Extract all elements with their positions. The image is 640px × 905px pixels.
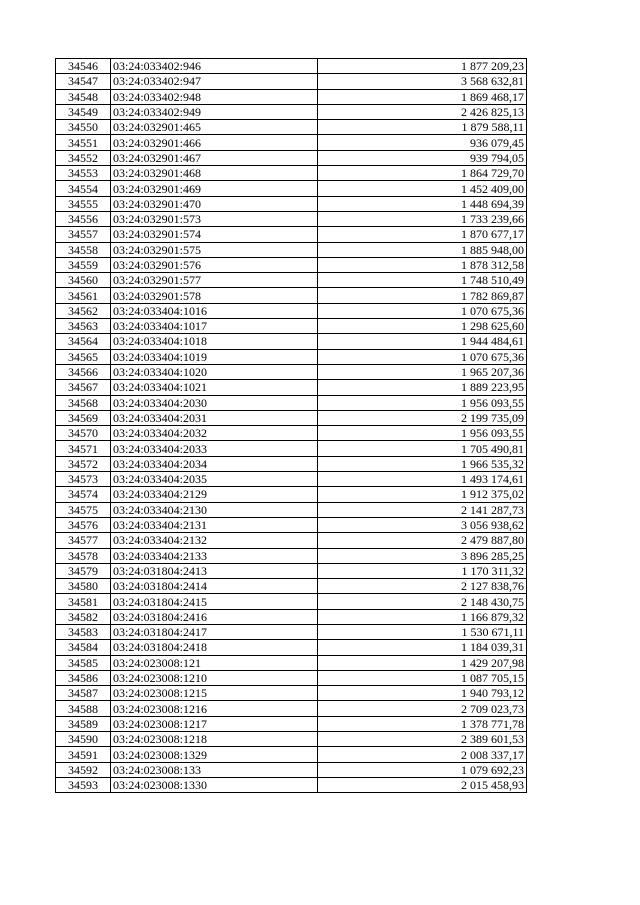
table-row [56, 181, 527, 196]
cadastral-number-cell: 03:24:033404:1019 [111, 349, 318, 364]
row-number-cell: 34583 [56, 624, 111, 639]
cadastral-value-cell: 2 015 458,93 [318, 777, 527, 792]
cadastral-number-cell: 03:24:032901:573 [111, 211, 318, 226]
cadastral-value-cell: 1 452 409,00 [318, 181, 527, 196]
cadastral-value-cell: 2 199 735,09 [318, 410, 527, 425]
cadastral-number-cell: 03:24:033404:2032 [111, 426, 318, 441]
cadastral-value-cell: 1 912 375,02 [318, 487, 527, 502]
cadastral-number-cell: 03:24:033404:2130 [111, 502, 318, 517]
cadastral-value-cell: 1 429 207,98 [318, 655, 527, 670]
table-row [56, 120, 527, 135]
cadastral-value-cell: 1 879 588,11 [318, 120, 527, 135]
table-row [56, 670, 527, 685]
row-number-cell: 34548 [56, 89, 111, 104]
table-row [56, 716, 527, 731]
table-row [56, 502, 527, 517]
cadastral-number-cell: 03:24:031804:2416 [111, 609, 318, 624]
table-row [56, 686, 527, 701]
cadastral-number-cell: 03:24:033404:1017 [111, 319, 318, 334]
cadastral-number-cell: 03:24:032901:576 [111, 257, 318, 272]
cadastral-number-cell: 03:24:033404:2030 [111, 395, 318, 410]
cadastral-value-cell: 1 378 771,78 [318, 716, 527, 731]
cadastral-number-cell: 03:24:033402:949 [111, 104, 318, 119]
row-number-cell: 34569 [56, 410, 111, 425]
cadastral-value-cell: 1 869 468,17 [318, 89, 527, 104]
cadastral-number-cell: 03:24:033404:1021 [111, 380, 318, 395]
cadastral-number-cell: 03:24:031804:2413 [111, 563, 318, 578]
cadastral-number-cell: 03:24:033402:948 [111, 89, 318, 104]
table-row [56, 89, 527, 104]
cadastral-value-cell: 1 966 535,32 [318, 456, 527, 471]
table-row [56, 74, 527, 89]
table-row [56, 472, 527, 487]
row-number-cell: 34553 [56, 166, 111, 181]
cadastral-value-cell: 1 870 677,17 [318, 227, 527, 242]
cadastral-value-cell: 1 944 484,61 [318, 334, 527, 349]
cadastral-value-cell: 1 885 948,00 [318, 242, 527, 257]
cadastral-number-cell: 03:24:031804:2417 [111, 624, 318, 639]
table-row [56, 196, 527, 211]
table-row [56, 273, 527, 288]
cadastral-number-cell: 03:24:033404:2131 [111, 517, 318, 532]
cadastral-number-cell: 03:24:032901:469 [111, 181, 318, 196]
cadastral-value-cell: 1 493 174,61 [318, 472, 527, 487]
cadastral-number-cell: 03:24:023008:121 [111, 655, 318, 670]
cadastral-value-cell: 2 389 601,53 [318, 732, 527, 747]
cadastral-number-cell: 03:24:033402:947 [111, 74, 318, 89]
cadastral-value-cell: 1 878 312,58 [318, 257, 527, 272]
row-number-cell: 34572 [56, 456, 111, 471]
cadastral-number-cell: 03:24:023008:1215 [111, 686, 318, 701]
cadastral-value-cell: 2 426 825,13 [318, 104, 527, 119]
cadastral-value-cell: 1 070 675,36 [318, 303, 527, 318]
cadastral-value-cell: 1 166 879,32 [318, 609, 527, 624]
cadastral-number-cell: 03:24:023008:1216 [111, 701, 318, 716]
cadastral-number-cell: 03:24:023008:1330 [111, 777, 318, 792]
cadastral-number-cell: 03:24:032901:470 [111, 196, 318, 211]
table-row [56, 364, 527, 379]
table-row [56, 426, 527, 441]
table-row [56, 624, 527, 639]
table-row [56, 548, 527, 563]
cadastral-number-cell: 03:24:033404:2034 [111, 456, 318, 471]
cadastral-number-cell: 03:24:023008:1217 [111, 716, 318, 731]
row-number-cell: 34587 [56, 686, 111, 701]
cadastral-value-cell: 1 956 093,55 [318, 426, 527, 441]
cadastral-value-cell: 1 079 692,23 [318, 762, 527, 777]
row-number-cell: 34592 [56, 762, 111, 777]
row-number-cell: 34576 [56, 517, 111, 532]
cadastral-value-cell: 3 568 632,81 [318, 74, 527, 89]
table-row [56, 640, 527, 655]
cadastral-value-cell: 1 782 869,87 [318, 288, 527, 303]
cadastral-value-cell: 1 864 729,70 [318, 166, 527, 181]
cadastral-value-cell: 2 127 838,76 [318, 579, 527, 594]
table-row [56, 334, 527, 349]
table-row [56, 349, 527, 364]
table-row [56, 166, 527, 181]
cadastral-value-cell: 1 965 207,36 [318, 364, 527, 379]
table-row [56, 777, 527, 792]
row-number-cell: 34570 [56, 426, 111, 441]
table-row [56, 319, 527, 334]
cadastral-number-cell: 03:24:033404:2133 [111, 548, 318, 563]
cadastral-number-cell: 03:24:031804:2415 [111, 594, 318, 609]
cadastral-value-cell: 1 733 239,66 [318, 211, 527, 226]
cadastral-number-cell: 03:24:032901:467 [111, 150, 318, 165]
cadastral-value-cell: 1 298 625,60 [318, 319, 527, 334]
cadastral-number-cell: 03:24:032901:577 [111, 273, 318, 288]
cadastral-number-cell: 03:24:032901:575 [111, 242, 318, 257]
cadastral-value-cell: 2 141 287,73 [318, 502, 527, 517]
cadastral-value-cell: 939 794,05 [318, 150, 527, 165]
table-row [56, 395, 527, 410]
table-row [56, 441, 527, 456]
table-row [56, 762, 527, 777]
table-row [56, 456, 527, 471]
row-number-cell: 34591 [56, 747, 111, 762]
table-row [56, 487, 527, 502]
cadastral-number-cell: 03:24:033404:2035 [111, 472, 318, 487]
cadastral-value-cell: 1 070 675,36 [318, 349, 527, 364]
table-row [56, 517, 527, 532]
cadastral-value-cell: 1 748 510,49 [318, 273, 527, 288]
cadastral-number-cell: 03:24:033404:2132 [111, 533, 318, 548]
cadastral-value-cell: 2 148 430,75 [318, 594, 527, 609]
row-number-cell: 34555 [56, 196, 111, 211]
row-number-cell: 34556 [56, 211, 111, 226]
cadastral-number-cell: 03:24:032901:578 [111, 288, 318, 303]
table-row [56, 579, 527, 594]
table-row [56, 732, 527, 747]
row-number-cell: 34565 [56, 349, 111, 364]
cadastral-value-cell: 1 940 793,12 [318, 686, 527, 701]
cadastral-value-cell: 2 008 337,17 [318, 747, 527, 762]
row-number-cell: 34582 [56, 609, 111, 624]
row-number-cell: 34590 [56, 732, 111, 747]
row-number-cell: 34551 [56, 135, 111, 150]
row-number-cell: 34574 [56, 487, 111, 502]
row-number-cell: 34550 [56, 120, 111, 135]
cadastral-value-cell: 1 705 490,81 [318, 441, 527, 456]
row-number-cell: 34593 [56, 777, 111, 792]
cadastral-value-cell: 1 877 209,23 [318, 59, 527, 74]
table-row [56, 59, 527, 74]
row-number-cell: 34580 [56, 579, 111, 594]
table-row [56, 609, 527, 624]
table-row [56, 211, 527, 226]
cadastral-value-cell: 1 170 311,32 [318, 563, 527, 578]
table-body [56, 59, 527, 793]
row-number-cell: 34578 [56, 548, 111, 563]
row-number-cell: 34586 [56, 670, 111, 685]
table-row [56, 288, 527, 303]
row-number-cell: 34579 [56, 563, 111, 578]
row-number-cell: 34571 [56, 441, 111, 456]
row-number-cell: 34567 [56, 380, 111, 395]
cadastral-value-cell: 1 448 694,39 [318, 196, 527, 211]
row-number-cell: 34581 [56, 594, 111, 609]
row-number-cell: 34584 [56, 640, 111, 655]
cadastral-number-cell: 03:24:023008:133 [111, 762, 318, 777]
cadastral-number-cell: 03:24:032901:574 [111, 227, 318, 242]
cadastral-value-cell: 1 087 705,15 [318, 670, 527, 685]
cadastral-value-cell: 2 709 023,73 [318, 701, 527, 716]
cadastral-value-cell: 1 889 223,95 [318, 380, 527, 395]
cadastral-value-cell: 1 956 093,55 [318, 395, 527, 410]
row-number-cell: 34558 [56, 242, 111, 257]
row-number-cell: 34585 [56, 655, 111, 670]
cadastral-number-cell: 03:24:033404:1016 [111, 303, 318, 318]
row-number-cell: 34547 [56, 74, 111, 89]
cadastral-number-cell: 03:24:033404:2129 [111, 487, 318, 502]
table-row [56, 380, 527, 395]
row-number-cell: 34568 [56, 395, 111, 410]
row-number-cell: 34560 [56, 273, 111, 288]
table-row [56, 257, 527, 272]
row-number-cell: 34561 [56, 288, 111, 303]
row-number-cell: 34566 [56, 364, 111, 379]
table-row [56, 104, 527, 119]
row-number-cell: 34564 [56, 334, 111, 349]
cadastral-number-cell: 03:24:032901:466 [111, 135, 318, 150]
row-number-cell: 34549 [56, 104, 111, 119]
row-number-cell: 34573 [56, 472, 111, 487]
cadastral-value-cell: 3 056 938,62 [318, 517, 527, 532]
table-row [56, 150, 527, 165]
row-number-cell: 34563 [56, 319, 111, 334]
table-row [56, 701, 527, 716]
cadastral-number-cell: 03:24:031804:2414 [111, 579, 318, 594]
table-row [56, 594, 527, 609]
table-row [56, 303, 527, 318]
cadastral-number-cell: 03:24:033404:1018 [111, 334, 318, 349]
cadastral-value-cell: 1 184 039,31 [318, 640, 527, 655]
row-number-cell: 34546 [56, 59, 111, 74]
row-number-cell: 34554 [56, 181, 111, 196]
cadastral-value-cell: 936 079,45 [318, 135, 527, 150]
cadastral-number-cell: 03:24:032901:465 [111, 120, 318, 135]
table-row [56, 747, 527, 762]
row-number-cell: 34588 [56, 701, 111, 716]
cadastral-value-cell: 2 479 887,80 [318, 533, 527, 548]
cadastral-number-cell: 03:24:023008:1210 [111, 670, 318, 685]
table-row [56, 410, 527, 425]
cadastral-number-cell: 03:24:033404:2031 [111, 410, 318, 425]
cadastral-number-cell: 03:24:033404:1020 [111, 364, 318, 379]
cadastral-number-cell: 03:24:023008:1329 [111, 747, 318, 762]
cadastral-number-cell: 03:24:032901:468 [111, 166, 318, 181]
table-row [56, 655, 527, 670]
row-number-cell: 34575 [56, 502, 111, 517]
row-number-cell: 34552 [56, 150, 111, 165]
row-number-cell: 34577 [56, 533, 111, 548]
cadastral-value-cell: 1 530 671,11 [318, 624, 527, 639]
cadastral-value-cell: 3 896 285,25 [318, 548, 527, 563]
cadastral-number-cell: 03:24:031804:2418 [111, 640, 318, 655]
cadastral-number-cell: 03:24:023008:1218 [111, 732, 318, 747]
row-number-cell: 34559 [56, 257, 111, 272]
row-number-cell: 34562 [56, 303, 111, 318]
cadastral-value-table [55, 58, 527, 793]
table-row [56, 227, 527, 242]
table-row [56, 135, 527, 150]
cadastral-number-cell: 03:24:033402:946 [111, 59, 318, 74]
table-row [56, 563, 527, 578]
row-number-cell: 34557 [56, 227, 111, 242]
cadastral-number-cell: 03:24:033404:2033 [111, 441, 318, 456]
table-row [56, 242, 527, 257]
row-number-cell: 34589 [56, 716, 111, 731]
table-row [56, 533, 527, 548]
